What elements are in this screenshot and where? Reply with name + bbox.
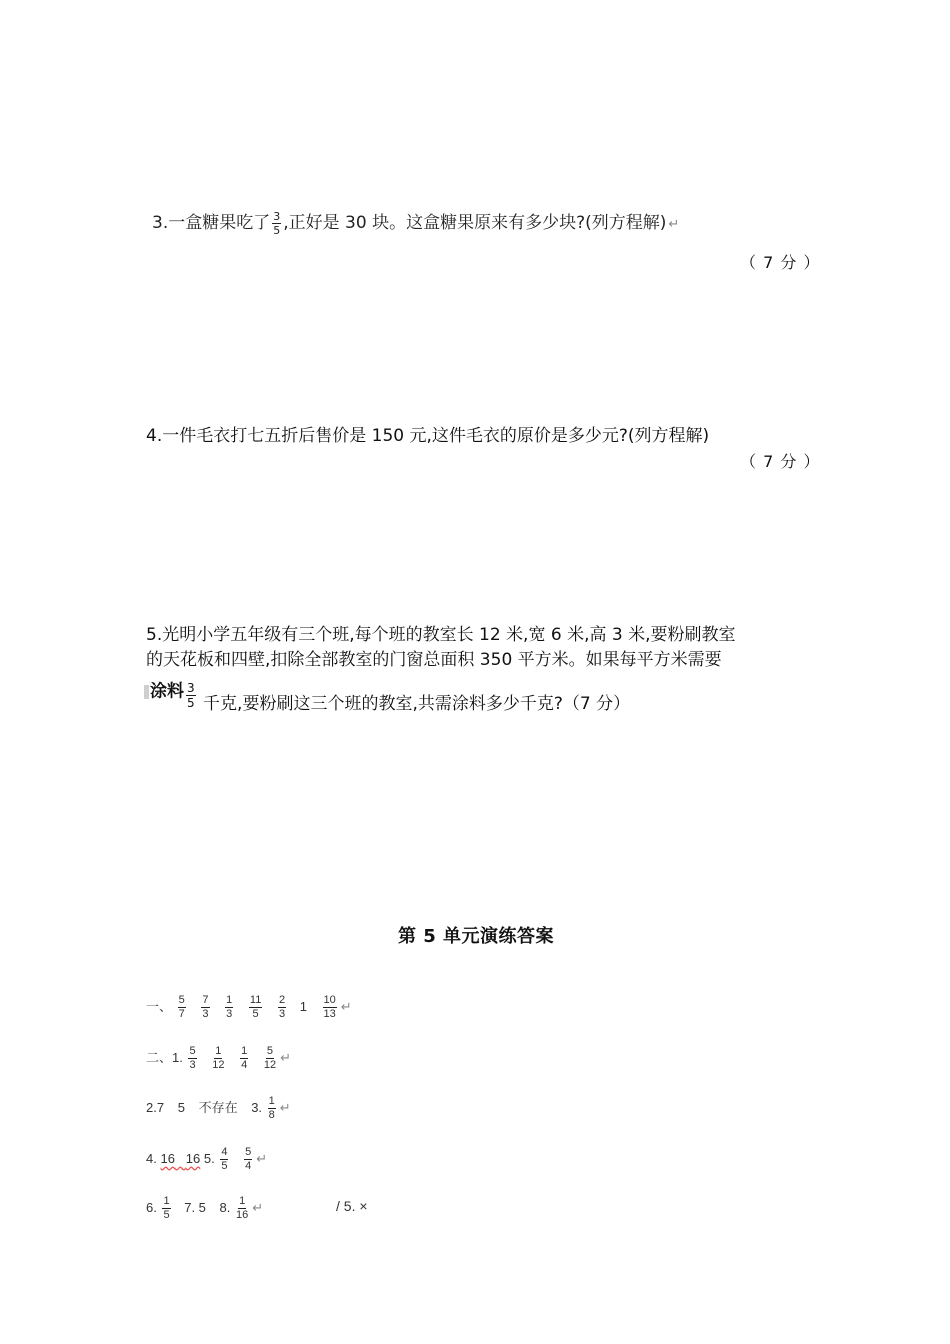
answer-value: 8. xyxy=(219,1199,231,1215)
answer-value: 1 xyxy=(299,998,307,1014)
question-3 xyxy=(152,208,679,236)
fraction: $\frac{1}{12}$ xyxy=(212,1045,225,1071)
fraction: $\frac{5}{12}$ xyxy=(263,1045,277,1071)
paragraph-mark: ↵ xyxy=(280,1049,291,1065)
question-4: 4.一件毛衣打七五折后售价是 150 元,这件毛衣的原价是多少元?(列方程解) xyxy=(146,426,710,446)
fraction: $\frac{3}{5}$ xyxy=(273,209,281,237)
fraction: $\frac{1}{5}$ xyxy=(163,1195,170,1221)
paragraph-mark: ↵ xyxy=(256,1150,268,1166)
question-5-line-3-suffix: 千克,要粉刷这三个班的教室,共需涂料多少千克?（7 分） xyxy=(203,693,631,714)
fraction: $\frac{3}{5}$ xyxy=(187,681,195,710)
paragraph-mark: ↵ xyxy=(340,998,352,1014)
answer-row-3 xyxy=(146,1096,291,1121)
answer-value: 2.7 xyxy=(146,1099,165,1115)
answer-label: 二、1. xyxy=(146,1049,183,1065)
question-3-prefix: 3.一盒糖果吃了 xyxy=(152,213,271,233)
fraction: $\frac{5}{7}$ xyxy=(178,994,185,1020)
cursor-mark xyxy=(144,685,149,699)
paragraph-mark: ↵ xyxy=(279,1099,291,1115)
fraction: $\frac{5}{4}$ xyxy=(245,1146,252,1172)
fraction: $\frac{1}{8}$ xyxy=(268,1095,275,1121)
answer-value: 7. 5 xyxy=(184,1199,206,1215)
answer-value: 3. xyxy=(251,1099,263,1115)
answer-value: 不存在 xyxy=(198,1099,238,1115)
answer-row-2 xyxy=(146,1046,291,1071)
fraction: $\frac{4}{5}$ xyxy=(221,1146,228,1172)
fraction: $\frac{1}{3}$ xyxy=(226,994,233,1020)
fraction: $\frac{5}{3}$ xyxy=(189,1045,196,1071)
question-5-line-1: 5.光明小学五年级有三个班,每个班的教室长 12 米,宽 6 米,高 3 米,要粉刷教室 xyxy=(146,625,736,645)
fraction: $\frac{1}{4}$ xyxy=(241,1045,248,1071)
fraction: $\frac{11}{5}$ xyxy=(249,994,262,1020)
question-3-suffix: ,正好是 30 块。这盒糖果原来有多少块?(列方程解) xyxy=(283,213,667,233)
fraction: $\frac{7}{3}$ xyxy=(202,994,209,1020)
answer-label: 一、 xyxy=(146,998,173,1014)
answer-value: 6. xyxy=(146,1199,157,1215)
answer-value: 5. xyxy=(203,1150,215,1166)
question-3-score: （ 7 分 ） xyxy=(740,253,821,272)
question-5-line-3-prefix: 涂料 xyxy=(150,681,184,702)
answers-title: 第 5 单元演练答案 xyxy=(398,926,555,947)
paragraph-mark: ↵ xyxy=(252,1199,264,1215)
question-4-score: （ 7 分 ） xyxy=(740,452,821,471)
answer-row-4 xyxy=(146,1147,267,1172)
answer-value: 16 16 xyxy=(160,1150,201,1166)
answer-row-5-tail: / 5. × xyxy=(336,1198,368,1214)
paragraph-mark: ↵ xyxy=(668,217,680,232)
question-5-line-3 xyxy=(144,678,631,714)
answer-value: 5 xyxy=(177,1099,185,1115)
fraction: $\frac{2}{3}$ xyxy=(278,994,286,1020)
answer-row-5 xyxy=(146,1196,263,1221)
answer-value: 4. xyxy=(146,1150,157,1166)
fraction: $\frac{10}{13}$ xyxy=(323,994,336,1020)
fraction: $\frac{1}{16}$ xyxy=(236,1195,249,1221)
answer-row-1 xyxy=(146,995,352,1020)
question-5-line-2: 的天花板和四壁,扣除全部教室的门窗总面积 350 平方米。如果每平方米需要 xyxy=(146,650,722,670)
